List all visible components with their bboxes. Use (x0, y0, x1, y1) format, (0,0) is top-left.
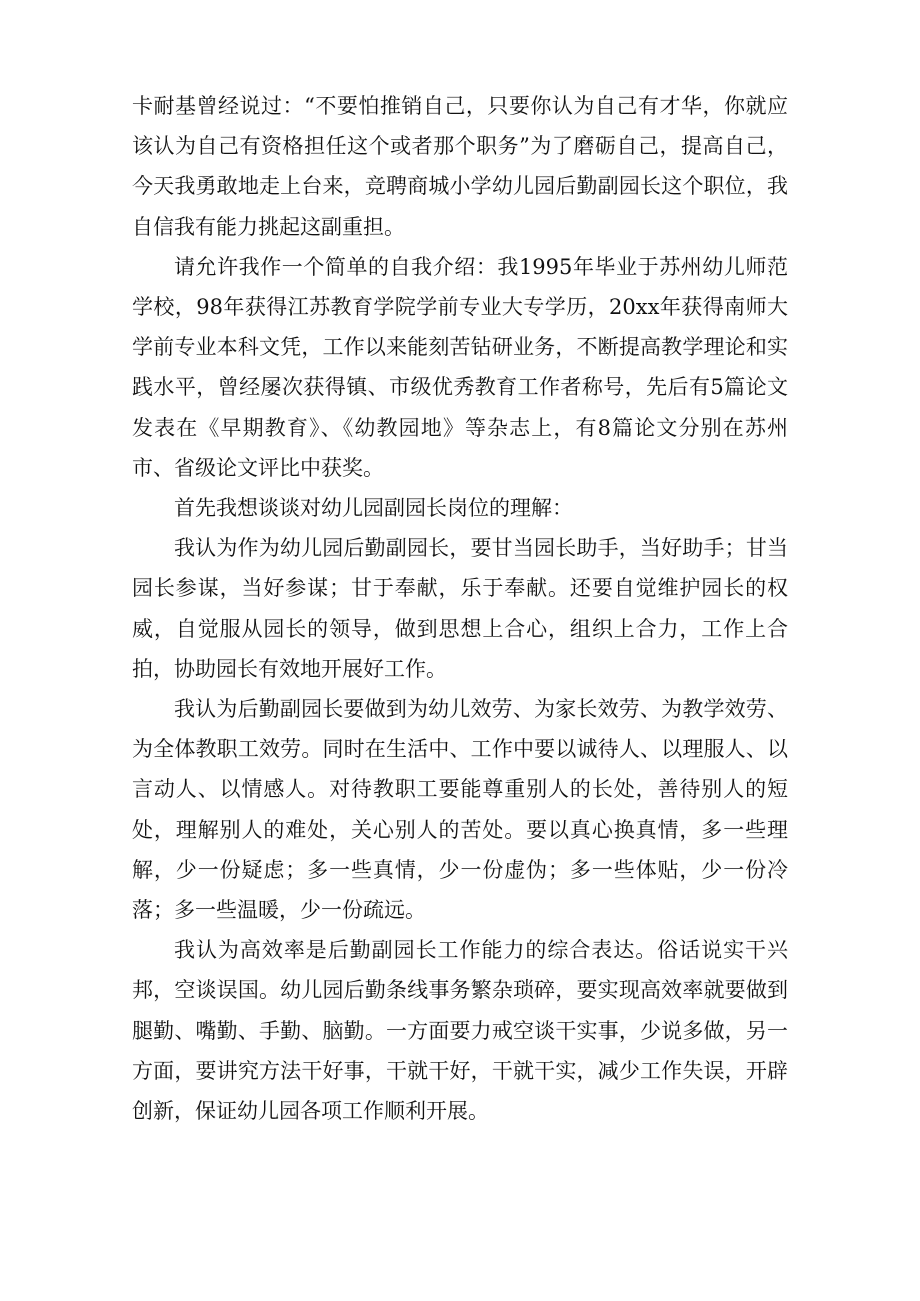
paragraph-efficiency: 我认为高效率是后勤副园长工作能力的综合表达。俗话说实干兴邦，空谈误国。幼儿园后勤条线事务繁杂琐碎，要实现高效率就要做到腿勤、嘴勤、手勤、脑勤。一方面要力戒空谈干实事，少说多做，另一方面，要讲究方法干好事，干就干好，干就干实，减少工作失误，开辟创新，保证幼儿园各项工作顺利开展。 (132, 938, 788, 1124)
paragraph-role-understanding-heading: 首先我想谈谈对幼儿园副园长岗位的理解： (174, 496, 573, 521)
document-body (132, 86, 788, 1131)
paragraph-intro: 卡耐基曾经说过：“不要怕推销自己，只要你认为自己有才华，你就应该认为自己有资格担任这个或者那个职务”为了磨砺自己，提高自己，今天我勇敢地走上台来，竞聘商城小学幼儿园后勤副园长这个职位，我自信我有能力挑起这副重担。 (132, 94, 788, 239)
paragraph-self-introduction: 请允许我作一个简单的自我介绍：我1995年毕业于苏州幼儿师范学校，98年获得江苏教育学院学前专业大专学历，20xx年获得南师大学前专业本科文凭，工作以来能刻苦钻研业务，不断提高教学理论和实践水平，曾经屡次获得镇、市级优秀教育工作者称号，先后有5篇论文发表在《早期教育》、《幼教园地》等杂志上，有8篇论文分别在苏州市、省级论文评比中获奖。 (132, 254, 788, 480)
paragraph-assistant-role: 我认为作为幼儿园后勤副园长，要甘当园长助手，当好助手；甘当园长参谋，当好参谋；甘于奉献，乐于奉献。还要自觉维护园长的权威，自觉服从园长的领导，做到思想上合心，组织上合力，工作上合拍，协助园长有效地开展好工作。 (132, 536, 788, 681)
paragraph-service: 我认为后勤副园长要做到为幼儿效劳、为家长效劳、为教学效劳、为全体教职工效劳。同时在生活中、工作中要以诚待人、以理服人、以言动人、以情感人。对待教职工要能尊重别人的长处，善待别人的短处，理解别人的难处，关心别人的苦处。要以真心换真情，多一些理解，少一份疑虑；多一些真情，少一份虚伪；多一些体贴，少一份冷落；多一些温暖，少一份疏远。 (132, 697, 788, 923)
